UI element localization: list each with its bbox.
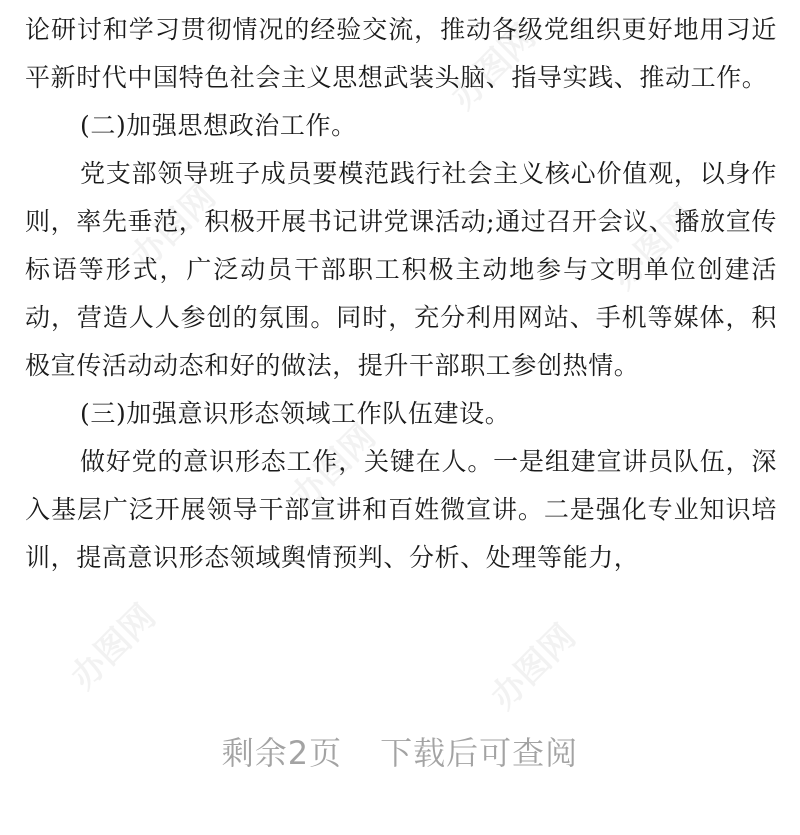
watermark: 办图网 [603, 196, 704, 298]
download-banner[interactable] [0, 728, 800, 774]
remaining-pages-label: 剩余2页 [221, 734, 343, 772]
document-body [25, 6, 777, 582]
download-prompt-label: 下载后可查阅 [380, 734, 579, 772]
watermark: 办图网 [283, 416, 384, 518]
section-heading-2: (二)加强思想政治工作。 [80, 111, 357, 140]
watermark: 办图网 [483, 616, 584, 718]
paragraph-continuation: 论研讨和学习贯彻情况的经验交流，推动各级党组织更好地用习近平新时代中国特色社会主义思想武装头脑、指导实践、推动工作。 [25, 15, 777, 92]
paragraph: 党支部领导班子成员要模范践行社会主义核心价值观，以身作则，率先垂范，积极开展书记讲党课活动;通过召开会议、播放宣传标语等形式，广泛动员干部职工积极主动地参与文明单位创建活动，营造人人参创的氛围。同时，充分利用网站、手机等媒体，积极宣传活动动态和好的做法，提升干部职工参创热情。 [25, 159, 777, 380]
watermark: 办图网 [63, 596, 164, 698]
paragraph: 做好党的意识形态工作，关键在人。一是组建宣讲员队伍，深入基层广泛开展领导干部宣讲和百姓微宣讲。二是强化专业知识培训，提高意识形态领域舆情预判、分析、处理等能力， [25, 447, 777, 572]
section-heading-3: (三)加强意识形态领域工作队伍建设。 [80, 399, 511, 428]
watermark: 办图网 [443, 16, 544, 118]
watermark: 办图网 [123, 176, 224, 278]
